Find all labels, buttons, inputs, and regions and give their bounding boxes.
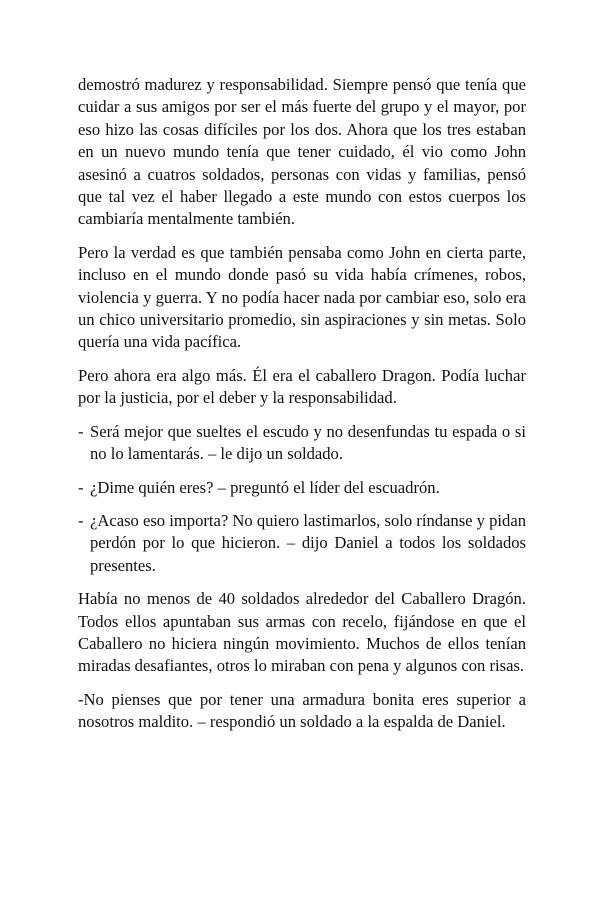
dialogue-text: ¿Acaso eso importa? No quiero lastimarlos, solo ríndanse y pidan perdón por lo que hicieron. – dijo Daniel a todos los soldados presentes.	[90, 510, 526, 575]
dialogue-dash: -	[78, 510, 84, 530]
paragraph-2: Pero la verdad es que también pensaba como John en cierta parte, incluso en el mundo donde pasó su vida había crímenes, robos, violencia y guerra. Y no podía hacer nada por cambiar eso, solo era un chico universitario promedio, sin aspiraciones y sin metas. Solo quería una vida pacífica.	[78, 242, 526, 352]
dialogue-line-1	[78, 421, 526, 466]
paragraph-5: -No pienses que por tener una armadura bonita eres superior a nosotros maldito. – respondió un soldado a la espalda de Daniel.	[78, 689, 526, 732]
dialogue-text: ¿Dime quién eres? – preguntó el líder del escuadrón.	[90, 477, 440, 497]
dialogue-dash: -	[78, 477, 84, 497]
paragraph-4: Había no menos de 40 soldados alrededor del Caballero Dragón. Todos ellos apuntaban sus armas con recelo, fijándose en que el Caballero no hiciera ningún movimiento. Muchos de ellos tenían miradas desafiantes, otros lo miraban con pena y algunos con risas.	[78, 589, 526, 676]
dialogue-text: Será mejor que sueltes el escudo y no desenfundas tu espada o si no lo lamentarás. – le dijo un soldado.	[90, 421, 526, 464]
dialogue-line-2	[78, 477, 526, 499]
dialogue-line-3	[78, 510, 526, 577]
book-page	[78, 74, 526, 745]
paragraph-3: Pero ahora era algo más. Él era el caballero Dragon. Podía luchar por la justicia, por el deber y la responsabilidad.	[78, 365, 526, 408]
paragraph-1: demostró madurez y responsabilidad. Siempre pensó que tenía que cuidar a sus amigos por ser el más fuerte del grupo y el mayor, por eso hizo las cosas difíciles por los dos. Ahora que los tres estaban en un nuevo mundo tenía que tener cuidado, él vio como John asesinó a cuatros soldados, personas con vidas y familias, pensó que tal vez el haber llegado a este mundo con estos cuerpos los cambiaría mentalmente también.	[78, 75, 526, 229]
dialogue-dash: -	[78, 421, 84, 441]
